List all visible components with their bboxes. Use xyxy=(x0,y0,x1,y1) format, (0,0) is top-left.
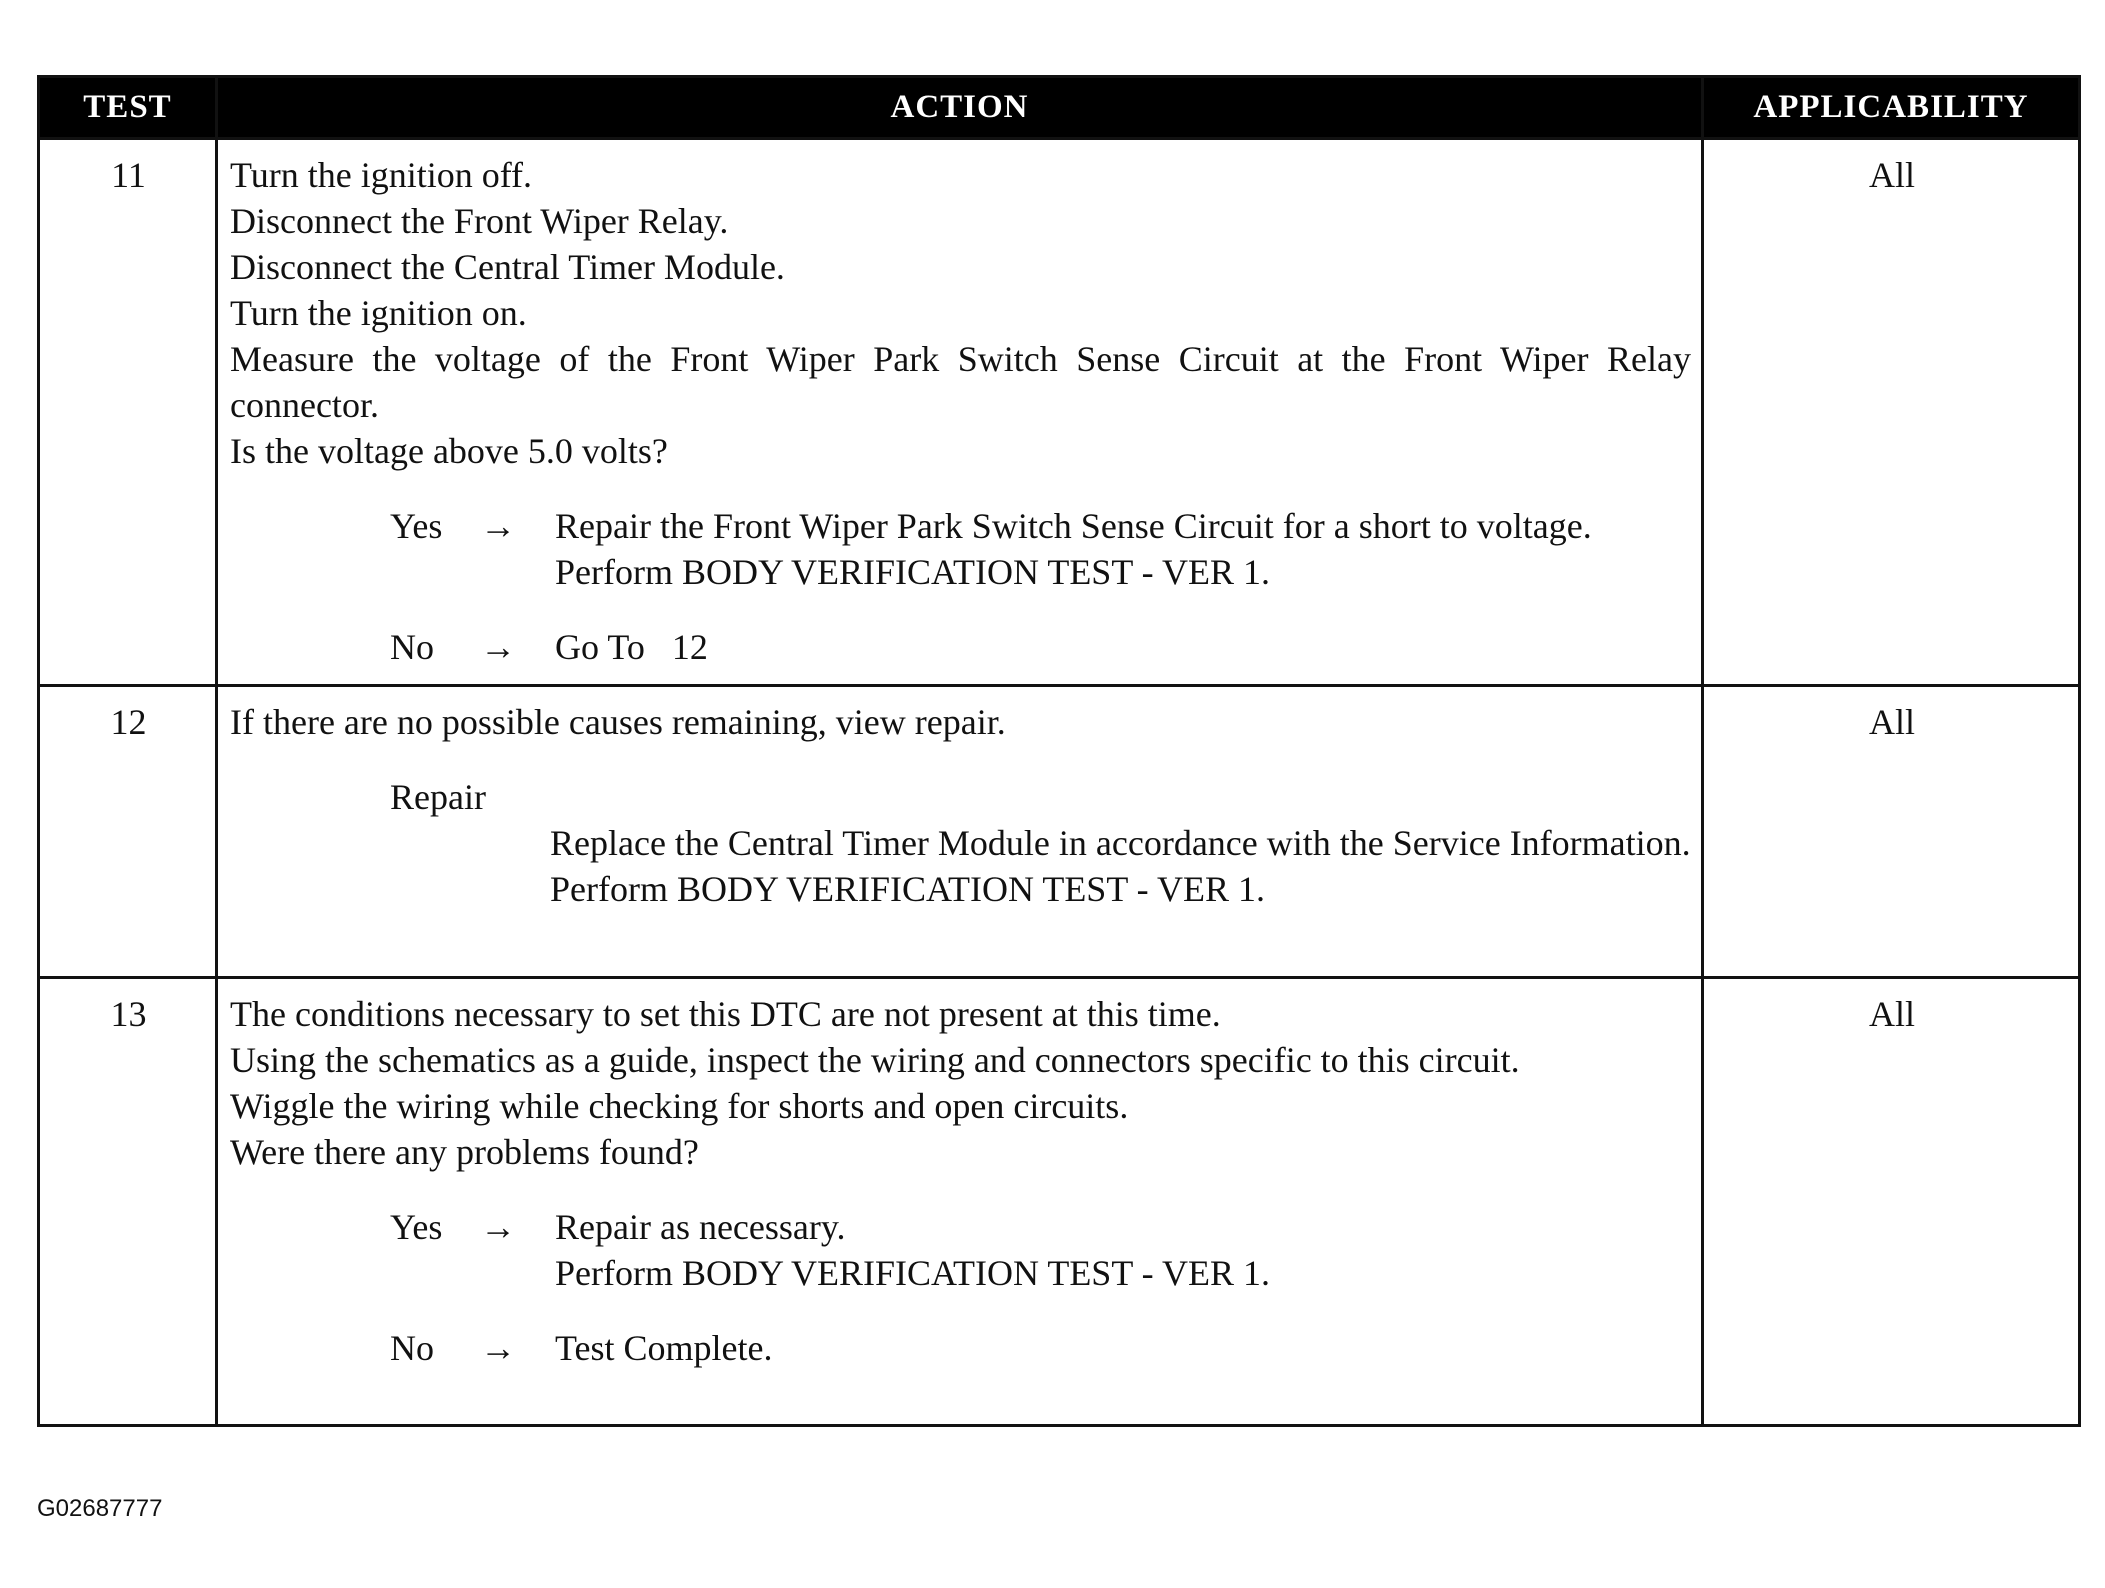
repair-line: Perform BODY VERIFICATION TEST - VER 1. xyxy=(550,869,1266,909)
step-list xyxy=(230,152,1691,474)
test-number: 13 xyxy=(39,978,217,1426)
right-arrow-icon: → xyxy=(480,627,516,667)
outcome-no-label: No xyxy=(390,627,434,667)
header-action: ACTION xyxy=(217,77,1703,139)
outcome-yes xyxy=(390,1204,1691,1296)
step-text: Turn the ignition on. xyxy=(230,293,527,333)
repair-instructions xyxy=(550,820,1691,912)
action-cell xyxy=(217,139,1703,686)
step-list xyxy=(230,699,1691,745)
outcome-no xyxy=(390,1325,1691,1371)
step-text: Were there any problems found? xyxy=(230,1132,699,1172)
step-text: Disconnect the Front Wiper Relay. xyxy=(230,201,729,241)
step-text: Wiggle the wiring while checking for shorts and open circuits. xyxy=(230,1086,1129,1126)
step-text: Turn the ignition off. xyxy=(230,155,533,195)
right-arrow-icon: → xyxy=(480,1328,516,1368)
right-arrow-icon: → xyxy=(480,1207,516,1247)
outcome-no-result: Test Complete. xyxy=(555,1328,773,1368)
header-applicability: APPLICABILITY xyxy=(1703,77,2080,139)
step-text: If there are no possible causes remaining, view repair. xyxy=(230,702,1006,742)
repair-line: Replace the Central Timer Module in accordance with the Service Information. xyxy=(550,823,1691,863)
result-line: Repair as necessary. xyxy=(555,1207,846,1247)
goto-test-number: 12 xyxy=(671,627,708,667)
action-cell xyxy=(217,686,1703,978)
table-row-test-13 xyxy=(39,978,2080,1426)
applicability-value: All xyxy=(1703,139,2080,686)
step-text: The conditions necessary to set this DTC are not present at this time. xyxy=(230,994,1221,1034)
outcome-no xyxy=(390,624,1691,670)
step-list xyxy=(230,991,1691,1175)
table-row-test-11 xyxy=(39,139,2080,686)
figure-id-label: G02687777 xyxy=(37,1495,163,1522)
outcome-yes xyxy=(390,503,1691,595)
outcome-no-label: No xyxy=(390,1328,434,1368)
step-text: Measure the voltage of the Front Wiper Park Switch Sense Circuit at the Front Wiper Relay connector. xyxy=(230,339,1691,425)
table-row-test-12 xyxy=(39,686,2080,978)
result-line: Perform BODY VERIFICATION TEST - VER 1. xyxy=(555,552,1271,592)
goto-text: Go To xyxy=(555,627,645,667)
outcome-yes-result xyxy=(555,1204,1691,1296)
repair-label: Repair xyxy=(390,777,486,817)
result-line: Perform BODY VERIFICATION TEST - VER 1. xyxy=(555,1253,1271,1293)
outcome-yes-label: Yes xyxy=(390,506,443,546)
action-cell xyxy=(217,978,1703,1426)
outcome-yes-label: Yes xyxy=(390,1207,443,1247)
repair-block xyxy=(390,774,1691,912)
step-text: Disconnect the Central Timer Module. xyxy=(230,247,785,287)
result-line: Repair the Front Wiper Park Switch Sense Circuit for a short to voltage. xyxy=(555,506,1592,546)
header-test: TEST xyxy=(39,77,217,139)
right-arrow-icon: → xyxy=(480,506,516,546)
applicability-value: All xyxy=(1703,978,2080,1426)
table-header-row xyxy=(39,77,2080,139)
applicability-value: All xyxy=(1703,686,2080,978)
diagnostic-test-table xyxy=(37,75,2081,1427)
test-number: 12 xyxy=(39,686,217,978)
test-number: 11 xyxy=(39,139,217,686)
outcome-no-result xyxy=(555,624,1691,670)
step-text: Using the schematics as a guide, inspect the wiring and connectors specific to this circuit. xyxy=(230,1040,1520,1080)
step-text: Is the voltage above 5.0 volts? xyxy=(230,431,668,471)
outcome-yes-result xyxy=(555,503,1691,595)
